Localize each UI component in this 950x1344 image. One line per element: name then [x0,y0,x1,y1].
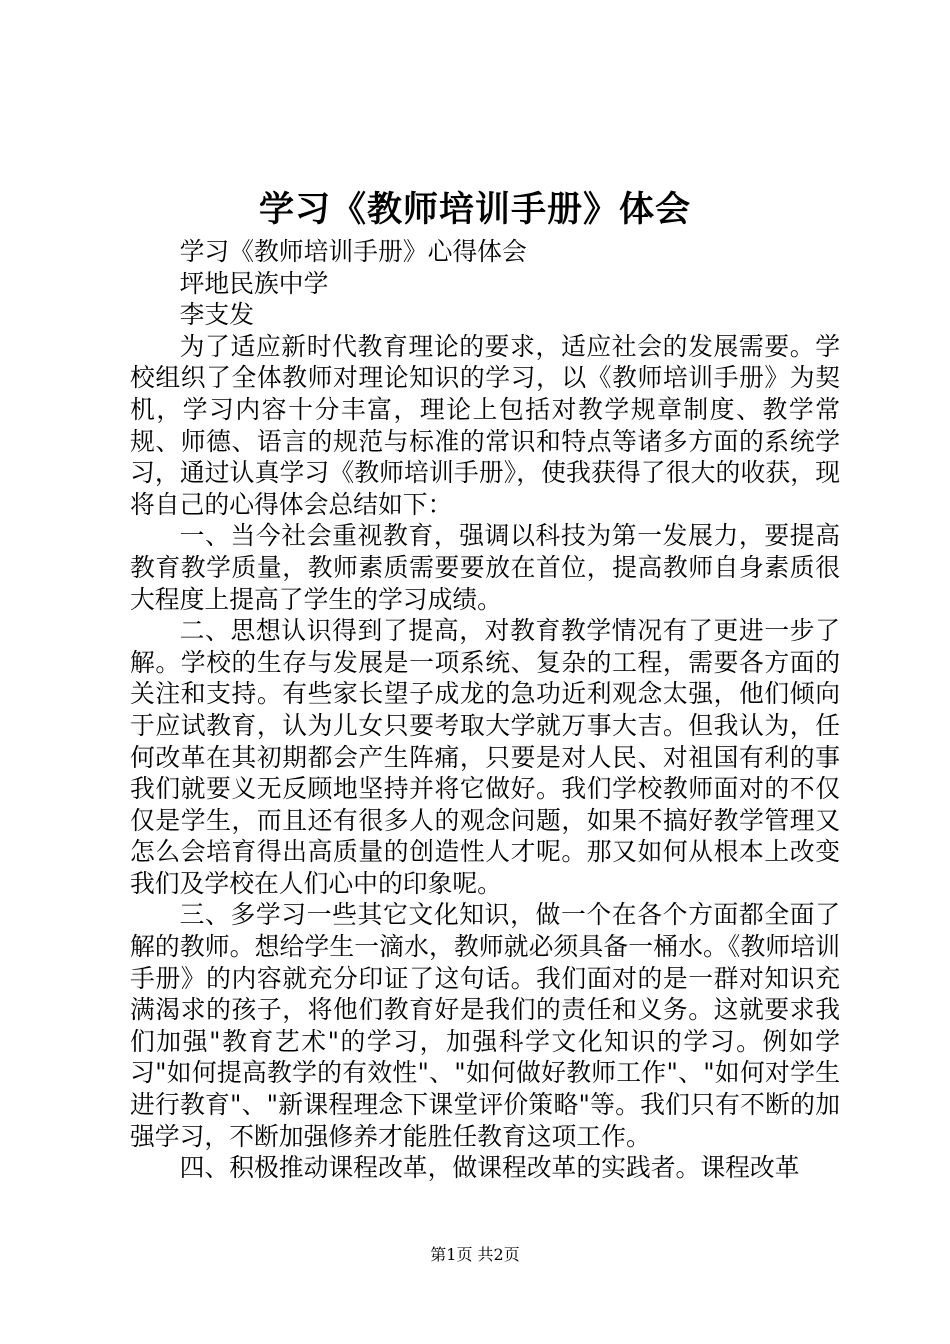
paragraph-intro: 为了适应新时代教育理论的要求，适应社会的发展需要。学校组织了全体教师对理论知识的学习，以《教师培训手册》为契机，学习内容十分丰富，理论上包括对教学规章制度、教学常规、师德、语言的规范与标准的常识和特点等诸多方面的系统学习，通过认真学习《教师培训手册》，使我获得了很大的收获，现将自己的心得体会总结如下： [130,331,840,519]
page-number-footer: 第1页 共2页 [430,1245,520,1264]
document-body [130,236,840,1184]
paragraph-point-4: 四、积极推动课程改革，做课程改革的实践者。课程改革 [179,1153,800,1183]
school-name: 坪地民族中学 [179,268,329,298]
subtitle-line: 学习《教师培训手册》心得体会 [179,237,527,266]
paragraph-point-3: 三、多学习一些其它文化知识，做一个在各个方面都全面了解的教师。想给学生一滴水，教师就必须具备一桶水。《教师培训手册》的内容就充分印证了这句话。我们面对的是一群对知识充满渴求的孩子，将他们教育好是我们的责任和义务。这就要求我们加强"教育艺术"的学习，加强科学文化知识的学习。例如学习"如何提高教学的有效性"、"如何做好教师工作"、"如何对学生进行教育"、"新课程理念下课堂评价策略"等。我们只有不断的加强学习，不断加强修养才能胜任教育这项工作。 [130,900,840,1151]
author-name: 李支发 [179,300,254,330]
paragraph-point-2: 二、思想认识得到了提高，对教育教学情况有了更进一步了解。学校的生存与发展是一项系统、复杂的工程，需要各方面的关注和支持。有些家长望子成龙的急功近利观念太强，他们倾向于应试教育，认为儿女只要考取大学就万事大吉。但我认为，任何改革在其初期都会产生阵痛，只要是对人民、对祖国有利的事我们就要义无反顾地坚持并将它做好。我们学校教师面对的不仅仅是学生，而且还有很多人的观念问题，如果不搞好教学管理又怎么会培育得出高质量的创造性人才呢。那又如何从根本上改变我们及学校在人们心中的印象呢。 [130,616,840,898]
document-title: 学习《教师培训手册》体会 [258,189,691,230]
paragraph-point-1: 一、当今社会重视教育，强调以科技为第一发展力，要提高教育教学质量，教师素质需要要放在首位，提高教师自身素质很大程度上提高了学生的学习成绩。 [130,521,840,614]
